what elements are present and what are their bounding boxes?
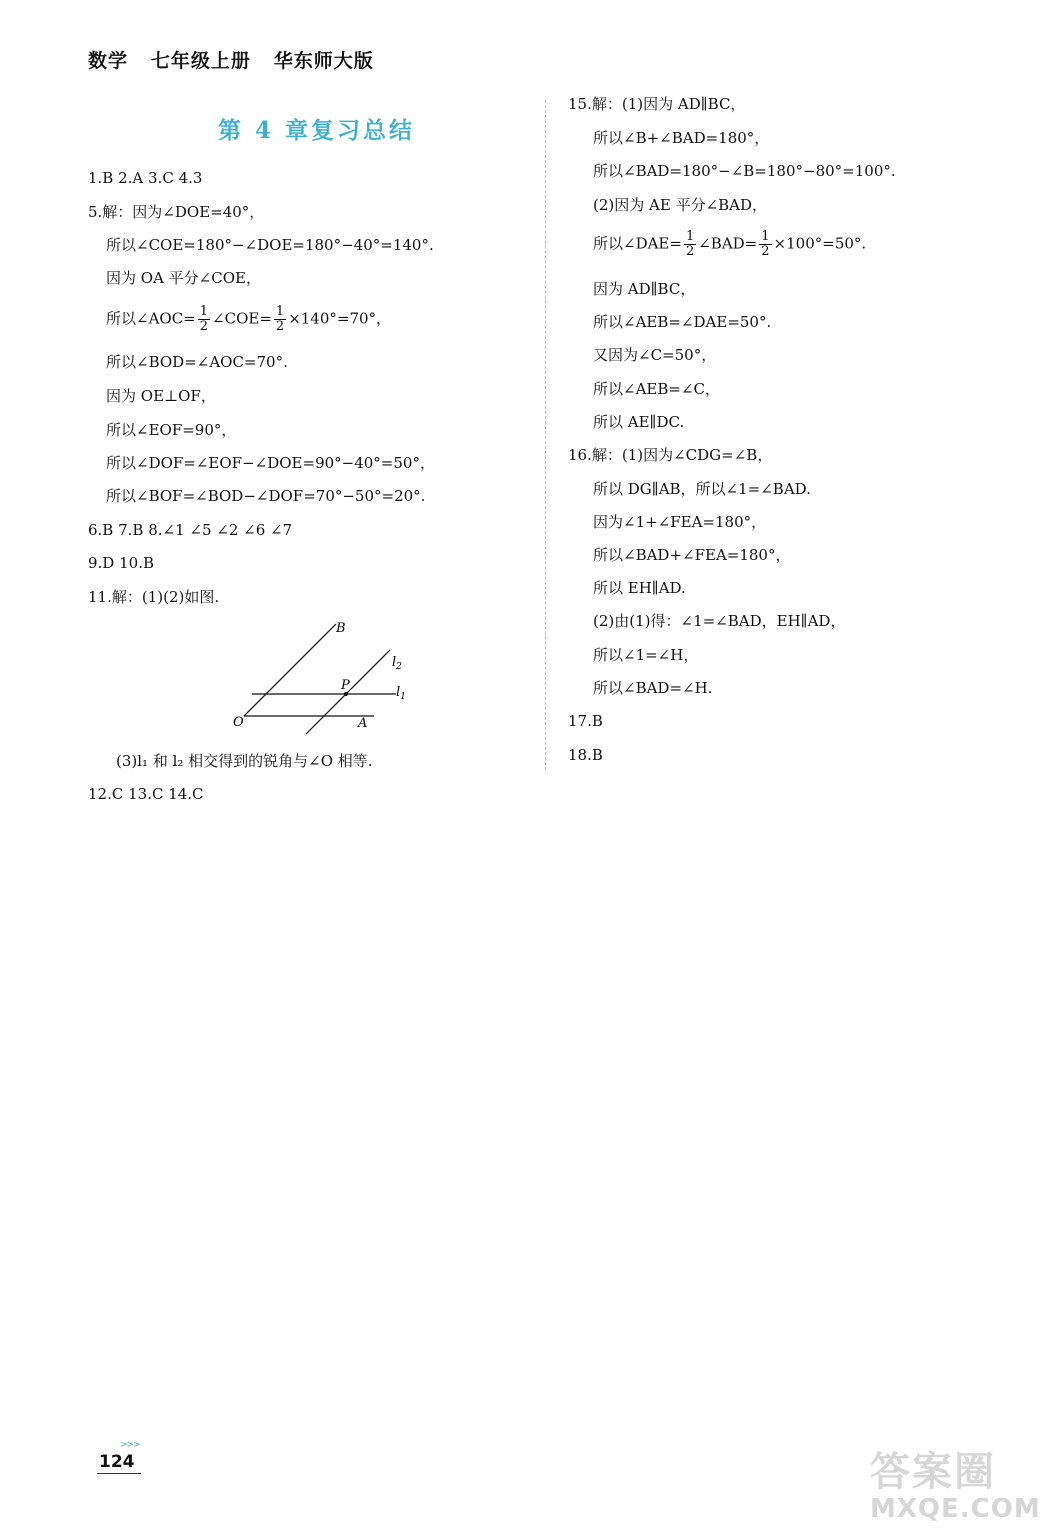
fraction-line-middle: ∠BAD= — [698, 234, 758, 253]
answer-line: 所以∠BOF=∠BOD−∠DOF=70°−50°=20°. — [106, 487, 426, 505]
fraction-numerator: 1 — [275, 304, 285, 319]
label-l1-letter: l — [396, 685, 401, 700]
fraction-line-suffix: ×100°=50°. — [773, 234, 867, 253]
watermark-logo-text: 答案圈 — [870, 1449, 996, 1495]
answer-line: 18.B — [568, 746, 603, 764]
column-divider — [545, 100, 546, 770]
label-l2-letter: l — [392, 655, 397, 670]
label-a: A — [358, 716, 368, 731]
answer-line: 17.B — [568, 712, 603, 730]
chapter-title: 第 4 章复习总结 — [218, 117, 416, 144]
answer-line: 所以 DG∥AB，所以∠1=∠BAD. — [593, 480, 811, 498]
answer-line: 所以∠B+∠BAD=180°， — [593, 129, 770, 147]
answer-line: 所以 EH∥AD. — [593, 579, 686, 597]
fraction-one-half — [198, 305, 210, 334]
fraction-line-suffix: ×140°=70°， — [288, 309, 392, 328]
fraction-numerator: 1 — [685, 229, 695, 244]
fraction-one-half — [274, 305, 286, 334]
answer-line: 所以∠1=∠H， — [593, 646, 699, 664]
fraction-numerator: 1 — [199, 304, 209, 319]
answer-line: 所以 AE∥DC. — [593, 413, 685, 431]
geometry-figure — [228, 614, 428, 738]
answer-line: (3)l₁ 和 l₂ 相交得到的锐角与∠O 相等. — [116, 752, 373, 770]
answer-line: 所以∠AEB=∠DAE=50°. — [593, 313, 772, 331]
answer-line: 所以∠AEB=∠C， — [593, 380, 720, 398]
answer-line: 所以∠EOF=90°， — [106, 421, 237, 439]
answer-line: 又因为∠C=50°， — [593, 346, 717, 364]
answer-line: 所以∠BAD=∠H. — [593, 679, 713, 697]
answer-line: 因为∠1+∠FEA=180°， — [593, 513, 767, 531]
fraction-numerator: 1 — [761, 229, 770, 244]
label-l1 — [396, 685, 406, 702]
fraction-line-prefix: 所以∠DAE= — [593, 234, 682, 253]
answer-line: 15.解：(1)因为 AD∥BC， — [568, 95, 746, 113]
answer-line: 所以∠DOF=∠EOF−∠DOE=90°−40°=50°， — [106, 454, 435, 472]
answer-line: 12.C 13.C 14.C — [88, 785, 204, 803]
answer-line: 因为 OE⊥OF， — [106, 387, 216, 405]
answer-line: (2)由(1)得：∠1=∠BAD，EH∥AD， — [593, 612, 846, 630]
answer-line: 所以∠BAD=180°−∠B=180°−80°=100°. — [593, 162, 896, 180]
answer-line: 所以∠COE=180°−∠DOE=180°−40°=140°. — [106, 236, 434, 254]
fraction-denominator: 2 — [275, 319, 285, 334]
fraction-line — [106, 305, 391, 334]
answer-line: 11.解：(1)(2)如图. — [88, 588, 220, 606]
answer-line: 16.解：(1)因为∠CDG=∠B， — [568, 446, 773, 464]
fraction-line-prefix: 所以∠AOC= — [106, 309, 196, 328]
fraction-line-middle: ∠COE= — [212, 309, 272, 328]
label-l1-subscript: 1 — [400, 692, 406, 702]
fraction-denominator: 2 — [685, 244, 695, 259]
ray-ob — [244, 624, 336, 716]
page-arrows-icon: >>> — [120, 1440, 140, 1450]
fraction-line — [593, 230, 866, 259]
answer-line: 1.B 2.A 3.C 4.3 — [88, 169, 203, 187]
fraction-one-half — [684, 230, 696, 259]
fraction-denominator: 2 — [199, 319, 209, 334]
answer-line: 因为 AD∥BC， — [593, 280, 696, 298]
answer-line: 因为 OA 平分∠COE， — [106, 269, 261, 287]
book-header: 数学 七年级上册 华东师大版 — [88, 50, 374, 72]
label-l2-subscript: 2 — [396, 662, 402, 672]
answer-line: 所以∠BOD=∠AOC=70°. — [106, 353, 288, 371]
fraction-one-half — [759, 230, 771, 259]
label-l2 — [392, 655, 402, 672]
page-number: 124 — [97, 1452, 141, 1474]
watermark-logo — [870, 1450, 1040, 1530]
watermark-url: MXQE.COM — [870, 1494, 1041, 1524]
label-p: P — [341, 678, 350, 693]
answer-line: 5.解：因为∠DOE=40°， — [88, 203, 265, 221]
answer-line: (2)因为 AE 平分∠BAD， — [593, 196, 768, 214]
answer-line: 9.D 10.B — [88, 554, 154, 572]
fraction-denominator: 2 — [761, 244, 770, 259]
answer-line: 所以∠BAD+∠FEA=180°， — [593, 546, 791, 564]
label-o: O — [233, 715, 244, 730]
answer-line: 6.B 7.B 8.∠1 ∠5 ∠2 ∠6 ∠7 — [88, 521, 293, 539]
label-b: B — [336, 621, 346, 636]
